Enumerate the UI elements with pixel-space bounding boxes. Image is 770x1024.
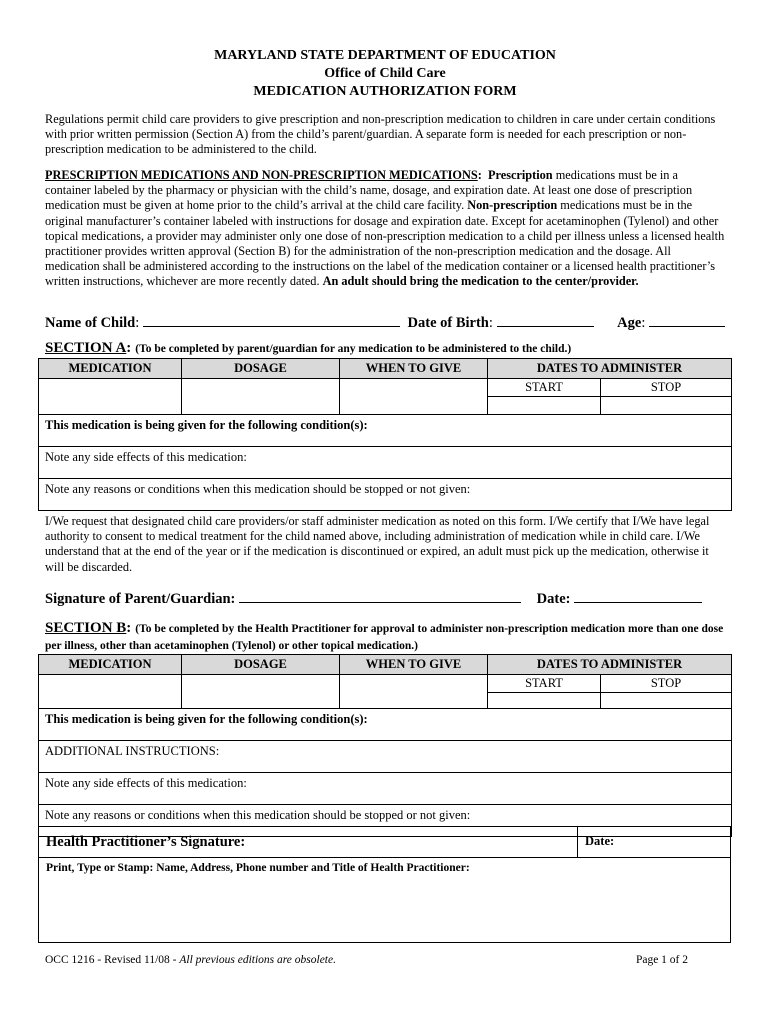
practitioner-stamp-label: Print, Type or Stamp: Name, Address, Phone number and Title of Health Practitioner:: [46, 862, 470, 874]
section-a-col-dosage: DOSAGE: [182, 359, 340, 379]
parent-date-field[interactable]: [574, 589, 702, 603]
department-title: MARYLAND STATE DEPARTMENT OF EDUCATION: [214, 48, 556, 63]
form-revision: OCC 1216 - Revised 11/08 -: [45, 954, 180, 966]
practitioner-date-label: Date:: [585, 834, 615, 848]
intro-paragraph: Regulations permit child care providers to give prescription and non-prescription medication to children in care under certain conditions with prior written permission (Section A) from the child’s parent/guardian. A separate form is needed for each prescription or non-prescription medication to be administered to the child.: [45, 112, 716, 157]
policy-text-1: medications must be in a container labeled by the pharmacy or physician with the child’s name, dosage, and expiration date. At least one dose of prescription medication must be given at home prior to the child’s arrival at the child care facility.: [45, 168, 693, 213]
section-b-stop-reasons-row[interactable]: Note any reasons or conditions when this medication should be stopped or not given:: [39, 805, 732, 837]
child-info-row: Name of Child: Date of Birth: Age:: [45, 313, 735, 332]
policy-closing: An adult should bring the medication to the center/provider.: [322, 274, 639, 289]
parent-date-label: Date:: [536, 591, 571, 607]
section-b-medication-cell[interactable]: [39, 675, 182, 709]
prescription-label: Prescription: [487, 168, 553, 182]
section-b-when-cell[interactable]: [340, 675, 488, 709]
policy-paragraph: [45, 168, 725, 290]
section-a-stop-reasons-row[interactable]: Note any reasons or conditions when this medication should be stopped or not given:: [39, 479, 732, 511]
page-number: Page 1 of 2: [635, 954, 688, 966]
section-b-medication-table: [38, 654, 732, 837]
section-b-start-label: START: [488, 675, 601, 693]
section-a-note: (To be completed by parent/guardian for any medication to be administered to the child.): [135, 343, 572, 355]
section-b-col-medication: MEDICATION: [39, 655, 182, 675]
section-b-start-cell[interactable]: [488, 693, 601, 709]
parent-signature-field[interactable]: [239, 589, 521, 603]
practitioner-date-box[interactable]: [577, 826, 731, 858]
section-a-col-when: WHEN TO GIVE: [340, 359, 488, 379]
obsolete-note: All previous editions are obsolete.: [179, 954, 336, 966]
section-b-note: (To be completed by the Health Practitioner for approval to administer non-prescription medication more than one dose per illness, other than acetaminophen (Tylenol) or other topical medication.): [45, 623, 724, 652]
policy-heading: PRESCRIPTION MEDICATIONS AND NON-PRESCRIPTION MEDICATIONS: [45, 168, 478, 182]
nonprescription-label: Non-prescription: [467, 198, 558, 213]
section-b-stop-cell[interactable]: [601, 693, 732, 709]
footer-form-id: [45, 954, 336, 966]
date-of-birth-label: Date of Birth: [407, 315, 489, 331]
section-a-condition-row[interactable]: This medication is being given for the following condition(s):: [39, 415, 732, 447]
section-b-dosage-cell[interactable]: [182, 675, 340, 709]
parent-signature-row: [45, 589, 735, 608]
policy-heading-colon: :: [477, 168, 482, 182]
section-a-col-dates: DATES TO ADMINISTER: [488, 359, 732, 379]
section-b-additional-row[interactable]: ADDITIONAL INSTRUCTIONS:: [39, 741, 732, 773]
date-of-birth-field[interactable]: [497, 313, 594, 327]
age-field[interactable]: [649, 313, 725, 327]
practitioner-stamp-box[interactable]: [38, 857, 731, 943]
section-a-dosage-cell[interactable]: [182, 379, 340, 415]
name-of-child-field[interactable]: [143, 313, 400, 327]
parent-signature-label: Signature of Parent/Guardian:: [45, 591, 236, 607]
section-a-start-cell[interactable]: [488, 397, 601, 415]
section-b-col-dates: DATES TO ADMINISTER: [488, 655, 732, 675]
office-title: Office of Child Care: [324, 66, 446, 81]
consent-paragraph: I/We request that designated child care providers/or staff administer medication as noted on this form. I/We certify that I/We have legal authority to consent to medical treatment for the child named above, including administration of medication while in child care. I/We understand that at the end of the year or if the medication is discontinued or expired, an adult must pick up the medication, otherwise it will be discarded.: [45, 514, 710, 574]
section-a-stop-cell[interactable]: [601, 397, 732, 415]
practitioner-signature-box[interactable]: [38, 826, 578, 858]
section-a-stop-label: STOP: [601, 379, 732, 397]
section-a-medication-table: [38, 358, 732, 511]
section-a-when-cell[interactable]: [340, 379, 488, 415]
section-b-title: SECTION B: [45, 620, 127, 636]
section-a-side-effects-row[interactable]: Note any side effects of this medication:: [39, 447, 732, 479]
section-b-stop-label: STOP: [601, 675, 732, 693]
name-of-child-label: Name of Child: [45, 315, 136, 331]
section-a-heading: SECTION A: (To be completed by parent/guardian for any medication to be administered to the child.): [45, 340, 572, 356]
section-b-col-dosage: DOSAGE: [182, 655, 340, 675]
section-a-medication-cell[interactable]: [39, 379, 182, 415]
section-b-col-when: WHEN TO GIVE: [340, 655, 488, 675]
section-a-col-medication: MEDICATION: [39, 359, 182, 379]
policy-text-2: medications must be in the original manufacturer’s container labeled with instructions for dosage and expiration date. Except for acetaminophen (Tylenol) and other topical medications, a provider may administer only one dose of non-prescription medication to a child per illness unless a licensed health practitioner provides written approval (Section B) for the administration of the non-prescription medication and the dosage. All medication shall be administered according to the instructions on the label of the medication container or a licensed health practitioner’s written instructions, whichever are more recently dated.: [45, 198, 725, 289]
section-b-condition-row[interactable]: This medication is being given for the following condition(s):: [39, 709, 732, 741]
section-a-start-label: START: [488, 379, 601, 397]
practitioner-signature-label: Health Practitioner’s Signature:: [46, 834, 246, 850]
section-a-title: SECTION A: [45, 340, 127, 356]
section-b-heading: SECTION B: (To be completed by the Health Practitioner for approval to administer non-prescription medication more than one dose per illness, other than acetaminophen (Tylenol) or other topical medication.): [45, 620, 724, 652]
age-label: Age: [617, 315, 642, 331]
section-b-side-effects-row[interactable]: Note any side effects of this medication:: [39, 773, 732, 805]
form-title: MEDICATION AUTHORIZATION FORM: [253, 84, 517, 99]
